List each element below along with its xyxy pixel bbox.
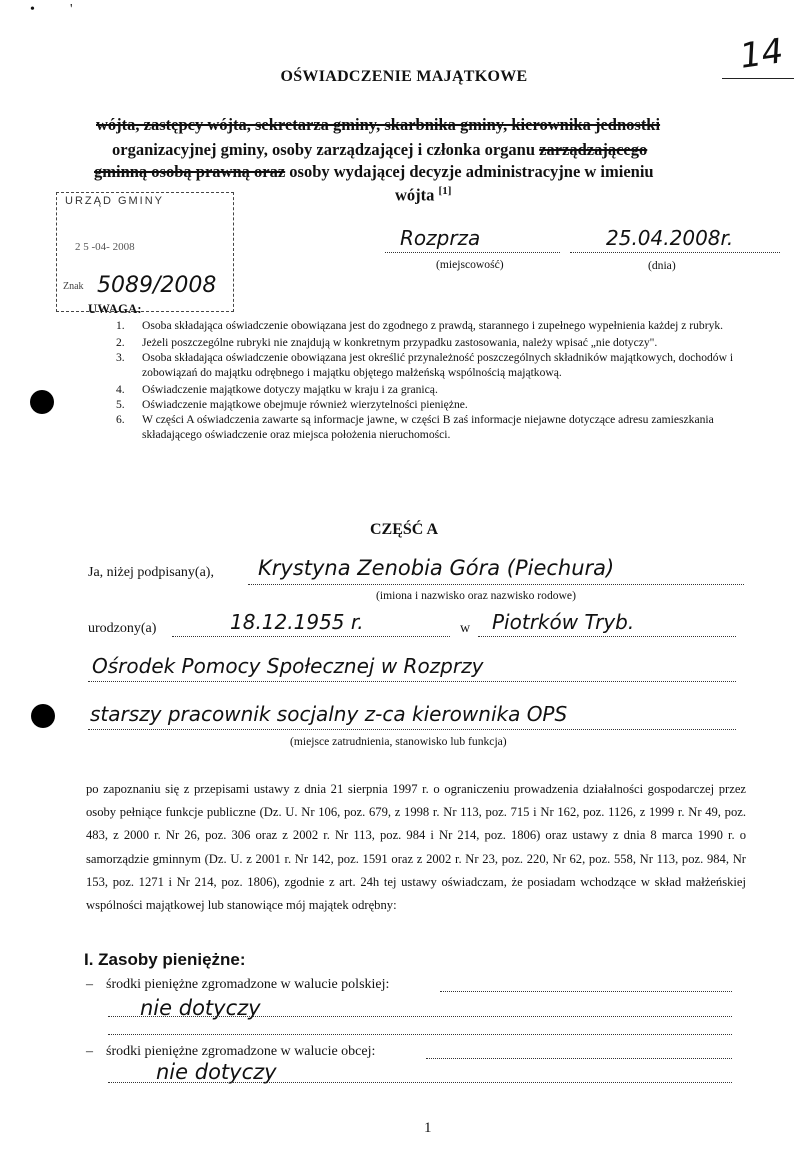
foreign-currency-dotted-line-2 xyxy=(108,1082,732,1083)
position-dotted-line xyxy=(88,729,736,730)
corner-dot-mark: • xyxy=(30,2,35,17)
heading-line-3-text: osoby wydającej decyzje administracyjne w imieniu xyxy=(289,162,654,181)
position-value: starszy pracownik socjalny z-ca kierownika OPS xyxy=(90,702,568,726)
born-date-dotted-line xyxy=(172,636,450,637)
polish-currency-dotted-line-1 xyxy=(440,991,732,992)
note-number: 5. xyxy=(116,398,125,411)
place-dotted-line xyxy=(385,252,560,253)
note-item xyxy=(108,412,773,442)
notes-list xyxy=(108,318,773,442)
heading-line-2 xyxy=(112,140,647,160)
heading-line-1 xyxy=(96,115,660,135)
date-caption: (dnia) xyxy=(648,259,676,272)
document-title: OŚWIADCZENIE MAJĄTKOWE xyxy=(280,68,528,85)
note-text: Osoba składająca oświadczenie obowiązana jest do zgodnego z prawdą, starannego i zupełnego wypełnienia każdej z rubryk. xyxy=(142,319,724,332)
note-number: 1. xyxy=(116,319,125,332)
born-label: urodzony(a) xyxy=(88,621,157,636)
heading-line-3 xyxy=(94,162,654,182)
born-date-value: 18.12.1955 r. xyxy=(230,610,364,634)
heading-line-4 xyxy=(395,185,451,206)
note-text: Osoba składająca oświadczenie obowiązana jest określić przynależność poszczególnych składników majątkowych, dochodów i zobowiązań do majątku odrębnego i majątku objętego małżeńską wspólnością majątkową. xyxy=(142,351,734,379)
note-text: Oświadczenie majątkowe obejmuje również wierzytelności pieniężne. xyxy=(142,398,468,411)
born-in-label: w xyxy=(460,621,471,636)
note-item xyxy=(108,382,773,397)
foreign-currency-value: nie dotyczy xyxy=(156,1060,277,1084)
foreign-currency-dotted-line-1 xyxy=(426,1058,732,1059)
corner-tick-mark: ' xyxy=(70,2,73,17)
note-item xyxy=(108,318,773,333)
stamp-reg-label: Znak xyxy=(63,281,84,292)
born-place-value: Piotrków Tryb. xyxy=(492,610,635,634)
registry-stamp xyxy=(56,192,234,312)
note-item xyxy=(108,335,773,350)
note-item xyxy=(108,397,773,412)
heading-line-2-struck: zarządzającego xyxy=(539,140,648,159)
foreign-currency-label: środki pieniężne zgromadzone w walucie obcej: xyxy=(106,1044,376,1059)
polish-currency-dotted-line-2 xyxy=(108,1016,732,1017)
place-caption: (miejscowość) xyxy=(436,258,504,271)
page-number: 1 xyxy=(424,1120,432,1136)
note-number: 6. xyxy=(116,413,125,426)
born-place-dotted-line xyxy=(478,636,736,637)
note-number: 3. xyxy=(116,351,125,364)
name-value: Krystyna Zenobia Góra (Piechura) xyxy=(258,556,615,580)
list-dash: – xyxy=(86,977,93,992)
heading-line-4-text: wójta xyxy=(395,185,435,205)
legal-paragraph: po zapoznaniu się z przepisami ustawy z dnia 21 sierpnia 1997 r. o ograniczeniu prowadzenia działalności gospodarczej przez osoby pełniące funkcje publiczne (Dz. U. Nr 106, poz. 679, z 1998 r. Nr 113, poz. 715 i Nr 162, poz. 1126, z 1999 r. Nr 49, poz. 483, z 2000 r. Nr 26, poz. 306 oraz z 2002 r. Nr 113, poz. 984 i Nr 214, poz. 1806) oraz ustawy z dnia 8 marca 1990 r. o samorządzie gminnym (Dz. U. z 2001 r. Nr 142, poz. 1591 oraz z 2002 r. Nr 23, poz. 220, Nr 62, poz. 558, Nr 113, poz. 984, Nr 153, poz. 1271 i Nr 214, poz. 1806), zgodnie z art. 24h tej ustawy oświadczam, że posiadam wchodzące w skład małżeńskiej wspólności majątkowej lub stanowiące mój majątek odrębny: xyxy=(86,782,746,913)
polish-currency-dotted-line-3 xyxy=(108,1034,732,1035)
note-text: Oświadczenie majątkowe dotyczy majątku w kraju i za granicą. xyxy=(142,383,438,396)
punch-hole-bottom xyxy=(31,704,55,728)
section-money-title: I. Zasoby pieniężne: xyxy=(84,950,246,969)
name-dotted-line xyxy=(248,584,744,585)
list-dash: – xyxy=(86,1044,93,1059)
employer-dotted-line xyxy=(88,681,736,682)
polish-currency-value: nie dotyczy xyxy=(140,996,261,1020)
note-number: 4. xyxy=(116,383,125,396)
stamp-reg-number: 5089/2008 xyxy=(97,273,217,298)
stamp-date: 2 5 -04- 2008 xyxy=(75,241,135,253)
footnote-marker: [1] xyxy=(438,185,452,197)
note-item xyxy=(108,350,773,380)
note-text: Jeżeli poszczególne rubryki nie znajdują w konkretnym przypadku zastosowania, należy wpisać „nie dotyczy". xyxy=(142,336,658,349)
polish-currency-label: środki pieniężne zgromadzone w walucie polskiej: xyxy=(106,977,390,992)
date-dotted-line xyxy=(570,252,780,253)
heading-line-3-struck: gminną osobą prawną oraz xyxy=(94,162,286,181)
handwritten-page-number: 14 xyxy=(737,31,786,77)
notes-label: UWAGA: xyxy=(88,302,142,316)
date-value: 25.04.2008r. xyxy=(606,226,734,250)
note-number: 2. xyxy=(116,336,125,349)
signed-label: Ja, niżej podpisany(a), xyxy=(88,565,214,580)
punch-hole-top xyxy=(30,390,54,414)
name-caption: (imiona i nazwisko oraz nazwisko rodowe) xyxy=(376,589,576,602)
heading-line-2-text: organizacyjnej gminy, osoby zarządzającej i członka organu xyxy=(112,140,535,159)
employment-caption: (miejsce zatrudnienia, stanowisko lub funkcja) xyxy=(290,735,507,748)
note-text: W części A oświadczenia zawarte są informacje jawne, w części B zaś informacje niejawne dotyczące adresu zamieszkania składającego oświadczenie oraz miejsca położenia nieruchomości. xyxy=(142,413,714,441)
employer-value: Ośrodek Pomocy Społecznej w Rozprzy xyxy=(92,654,484,678)
heading-line-1-struck: wójta, zastępcy wójta, sekretarza gminy, skarbnika gminy, kierownika jednostki xyxy=(96,115,661,134)
part-a-title: CZĘŚĆ A xyxy=(369,521,439,538)
place-value: Rozprza xyxy=(400,226,481,250)
stamp-office-name: URZĄD GMINY xyxy=(65,195,164,207)
